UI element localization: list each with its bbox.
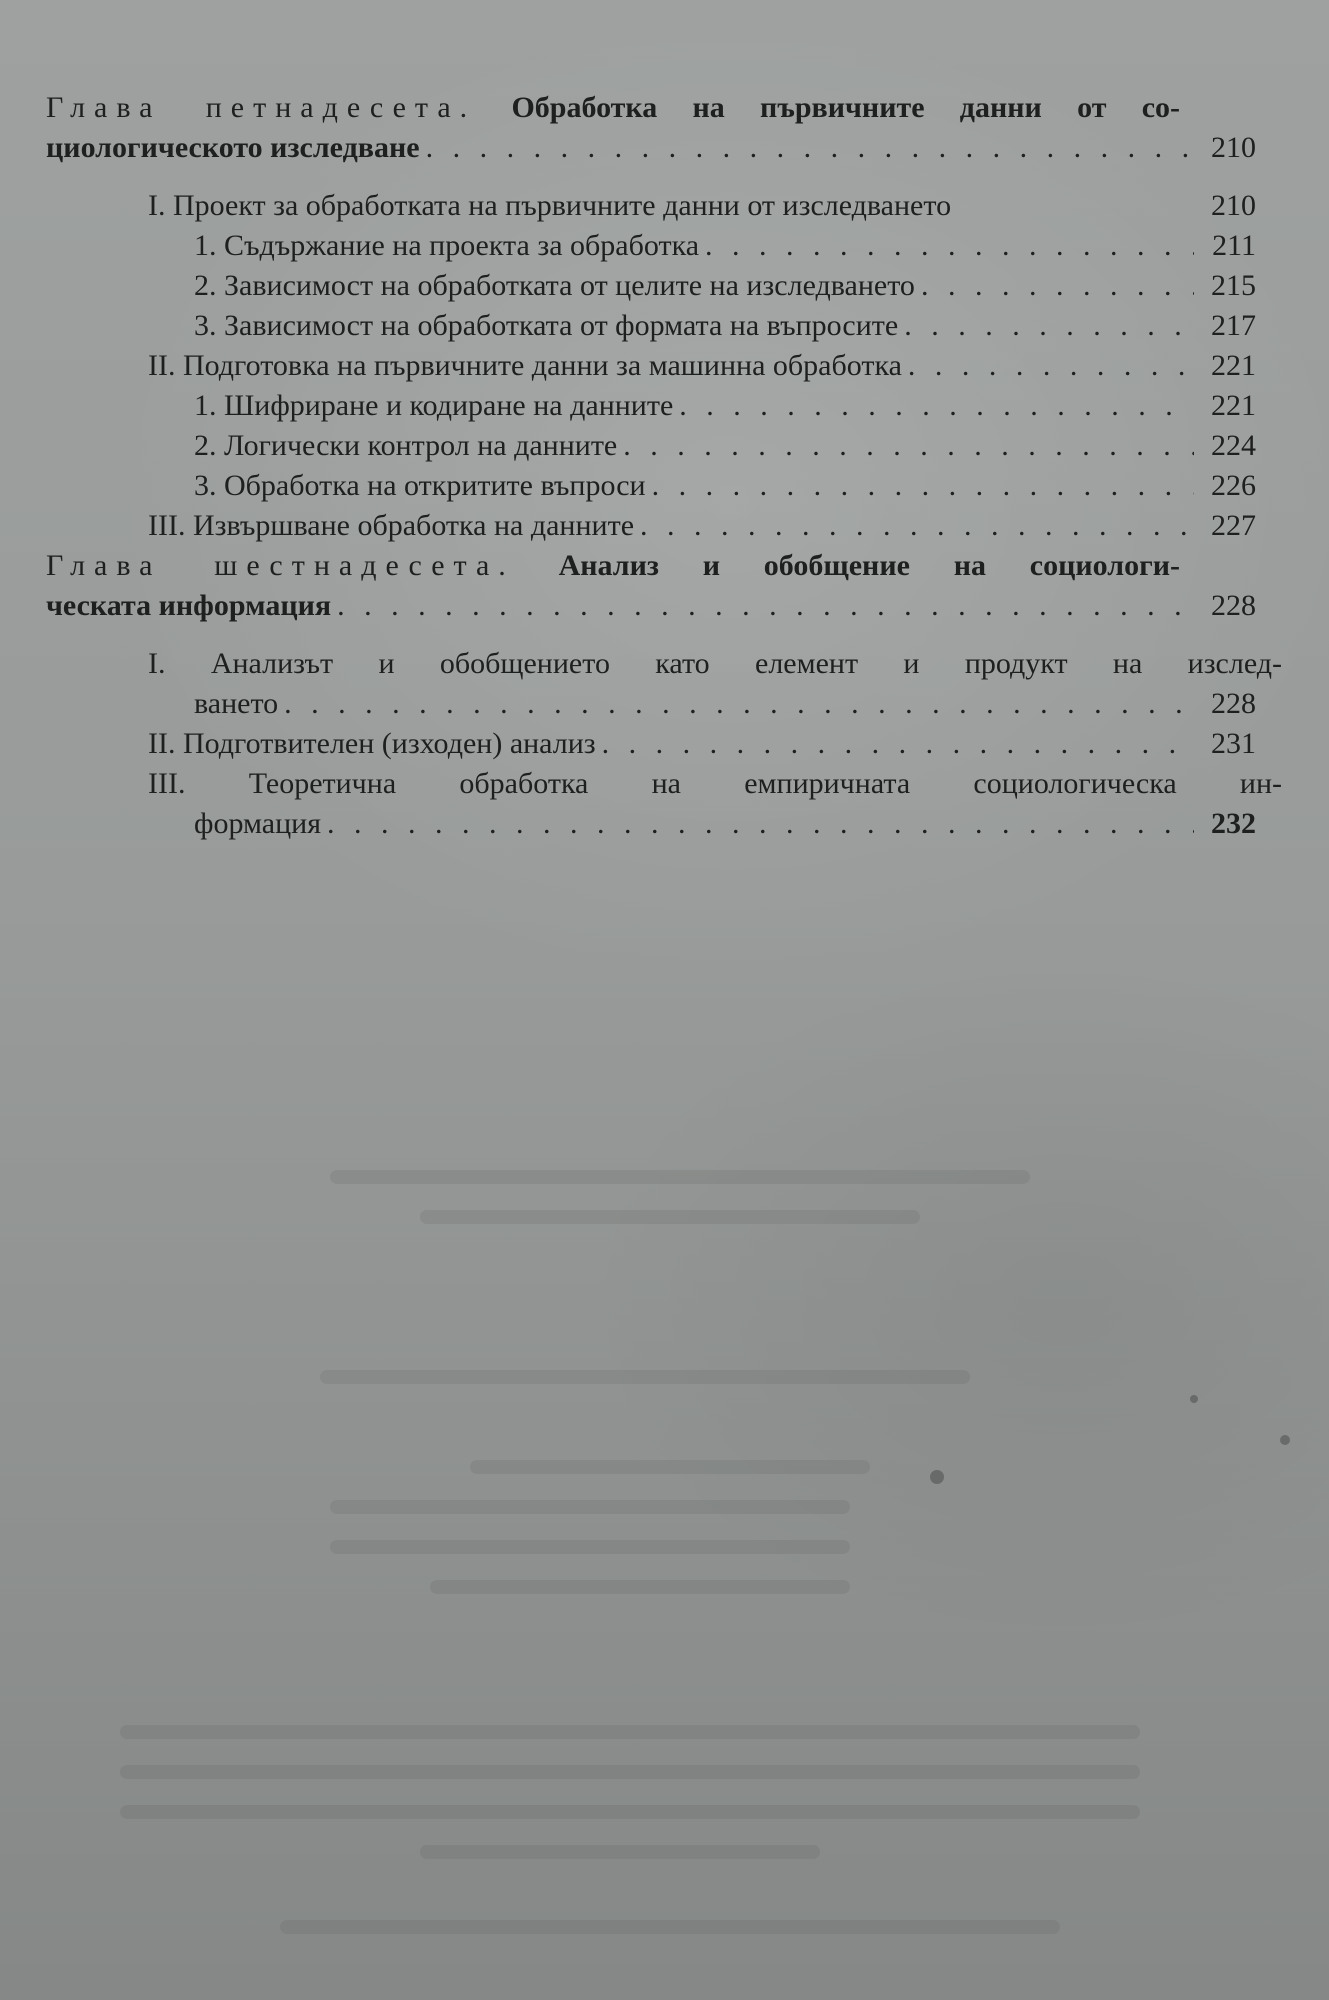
chapter-15-title-line1: Обработка на първичните данни от со- [511,91,1180,124]
dot-leader [284,684,1194,724]
section-page: 232 [1211,807,1256,840]
chapter-15-title-line2: циологическото изследване [46,131,420,164]
toc-ch15-section-1[interactable] [46,186,1256,226]
dot-leader [908,346,1194,386]
dot-leader [640,506,1194,546]
toc-ch16-section-2[interactable] [46,724,1256,764]
toc-ch15-section-1-item-2[interactable] [46,266,1256,306]
chapter-16-title-line2: ческата информация [46,589,332,622]
dot-leader [327,804,1194,844]
toc-ch15-section-2-item-1[interactable] [46,386,1256,426]
section-label: II. Подготвителен (изходен) анализ [148,727,596,760]
section-label-line1: I. Анализът и обобщението като елемент и продукт на изслед- [148,647,1282,680]
toc-chapter-16[interactable] [46,546,1256,626]
toc-chapter-15[interactable] [46,88,1256,168]
dot-leader [652,466,1194,506]
subsection-page: 211 [1212,229,1256,262]
toc-ch15-section-3[interactable] [46,506,1256,546]
chapter-16-prefix: Глава шестнадесета. [46,549,515,582]
subsection-label: 3. Обработка на откритите въпроси [194,469,646,502]
toc-ch16-section-1[interactable] [46,644,1282,724]
section-label: III. Извършване обработка на данните [148,509,635,542]
dot-leader [337,586,1194,626]
dot-leader [426,128,1194,168]
dot-leader [679,386,1194,426]
subsection-label: 2. Зависимост на обработката от целите на изследването [194,269,915,302]
chapter-16-title-line1: Анализ и обобщение на социологи- [558,549,1180,582]
section-label: I. Проект за обработката на първичните данни от изследването [148,189,952,222]
subsection-page: 226 [1211,469,1256,502]
table-of-contents [46,88,1282,844]
toc-ch15-section-2-item-3[interactable] [46,466,1256,506]
subsection-label: 3. Зависимост на обработката от формата на въпросите [194,309,899,342]
subsection-page: 221 [1211,389,1256,422]
subsection-label: 1. Съдържание на проекта за обработка [194,229,700,262]
subsection-label: 2. Логически контрол на данните [194,429,618,462]
section-page: 227 [1211,509,1256,542]
section-page: 210 [1211,189,1256,222]
section-label-line1: III. Теоретична обработка на емпиричната социологическа ин- [148,767,1282,800]
dot-leader [705,226,1194,266]
chapter-15-prefix: Глава петнадесета. [46,91,477,124]
section-page: 221 [1211,349,1256,382]
subsection-page: 217 [1211,309,1256,342]
toc-ch16-section-3[interactable] [46,764,1282,844]
dot-leader [602,724,1194,764]
chapter-15-page: 210 [1211,131,1256,164]
subsection-label: 1. Шифриране и кодиране на данните [194,389,674,422]
dot-leader [921,266,1194,306]
toc-ch15-section-1-item-3[interactable] [46,306,1256,346]
section-page: 228 [1211,687,1256,720]
section-page: 231 [1211,727,1256,760]
toc-ch15-section-1-item-1[interactable] [46,226,1256,266]
subsection-page: 215 [1211,269,1256,302]
section-label: II. Подготовка на първичните данни за машинна обработка [148,349,902,382]
chapter-16-page: 228 [1211,589,1256,622]
section-label-line2: формация [194,807,321,840]
dot-leader [623,426,1194,466]
toc-ch15-section-2-item-2[interactable] [46,426,1256,466]
subsection-page: 224 [1211,429,1256,462]
toc-ch15-section-2[interactable] [46,346,1256,386]
section-label-line2: ването [194,687,279,720]
dot-leader [904,306,1194,346]
